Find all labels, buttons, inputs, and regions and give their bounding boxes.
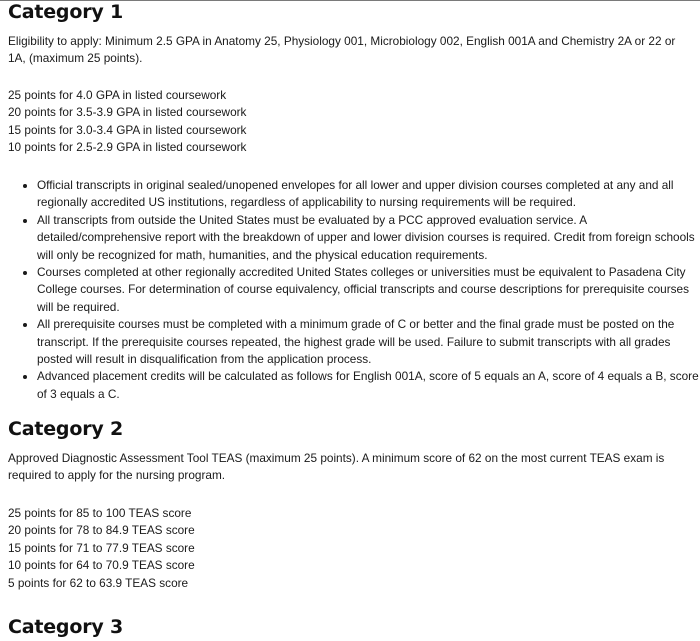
points-line: 20 points for 78 to 84.9 TEAS score [8,523,195,538]
points-line: 15 points for 3.0-3.4 GPA in listed coursework [8,122,247,137]
points-line: 25 points for 85 to 100 TEAS score [8,506,192,520]
points-line: 15 points for 71 to 77.9 TEAS score [8,540,195,555]
requirement-item: • Official transcripts in original sealed/unopened envelopes for all lower and upper division courses completed at any and all regionally accredited US institutions, regardless of applicability to nursing requirements will be required. [37,177,700,212]
category-2-points-list [8,505,195,592]
requirement-item: • All transcripts from outside the United States must be evaluated by a PCC approved evaluation service. A detailed/comprehensive report with the breakdown of upper and lower division courses is required. Credit from foreign schools will only be recognized for math, humanities, and the physical education requirements. [37,212,700,264]
points-line: 25 points for 4.0 GPA in listed coursework [8,88,227,102]
requirement-item: • Advanced placement credits will be calculated as follows for English 001A, score of 5 equals an A, score of 4 equals a B, score of 3 equals a C. [37,368,700,403]
category-1-points-list [8,87,246,157]
requirement-item: • All prerequisite courses must be completed with a minimum grade of C or better and the final grade must be posted on the transcript. If the prerequisite courses repeated, the highest grade will be used. Failure to submit transcripts with all grades posted will result in disqualification from the application process. [37,316,700,368]
points-line: 10 points for 64 to 70.9 TEAS score [8,558,195,573]
category-1-eligibility: Eligibility to apply: Minimum 2.5 GPA in Anatomy 25, Physiology 001, Microbiology 002, English 001A and Chemistry 2A or 22 or 1A, (maximum 25 points). [8,34,676,66]
category-2-heading: Category 2 [8,418,123,440]
category-2-description: Approved Diagnostic Assessment Tool TEAS (maximum 25 points). A minimum score of 62 on the most current TEAS exam is required to apply for the nursing program. [8,451,665,483]
category-1-heading: Category 1 [8,1,123,23]
points-line: 5 points for 62 to 63.9 TEAS score [8,575,189,590]
category-1-requirements-list [8,177,700,403]
points-line: 20 points for 3.5-3.9 GPA in listed coursework [8,105,247,120]
points-line: 10 points for 2.5-2.9 GPA in listed coursework [8,140,247,155]
category-3-heading: Category 3 [8,616,123,638]
requirement-item: • Courses completed at other regionally accredited United States colleges or universities must be equivalent to Pasadena City College courses. For determination of course equivalency, official transcripts and course descriptions for prerequisite courses will be required. [37,264,700,316]
